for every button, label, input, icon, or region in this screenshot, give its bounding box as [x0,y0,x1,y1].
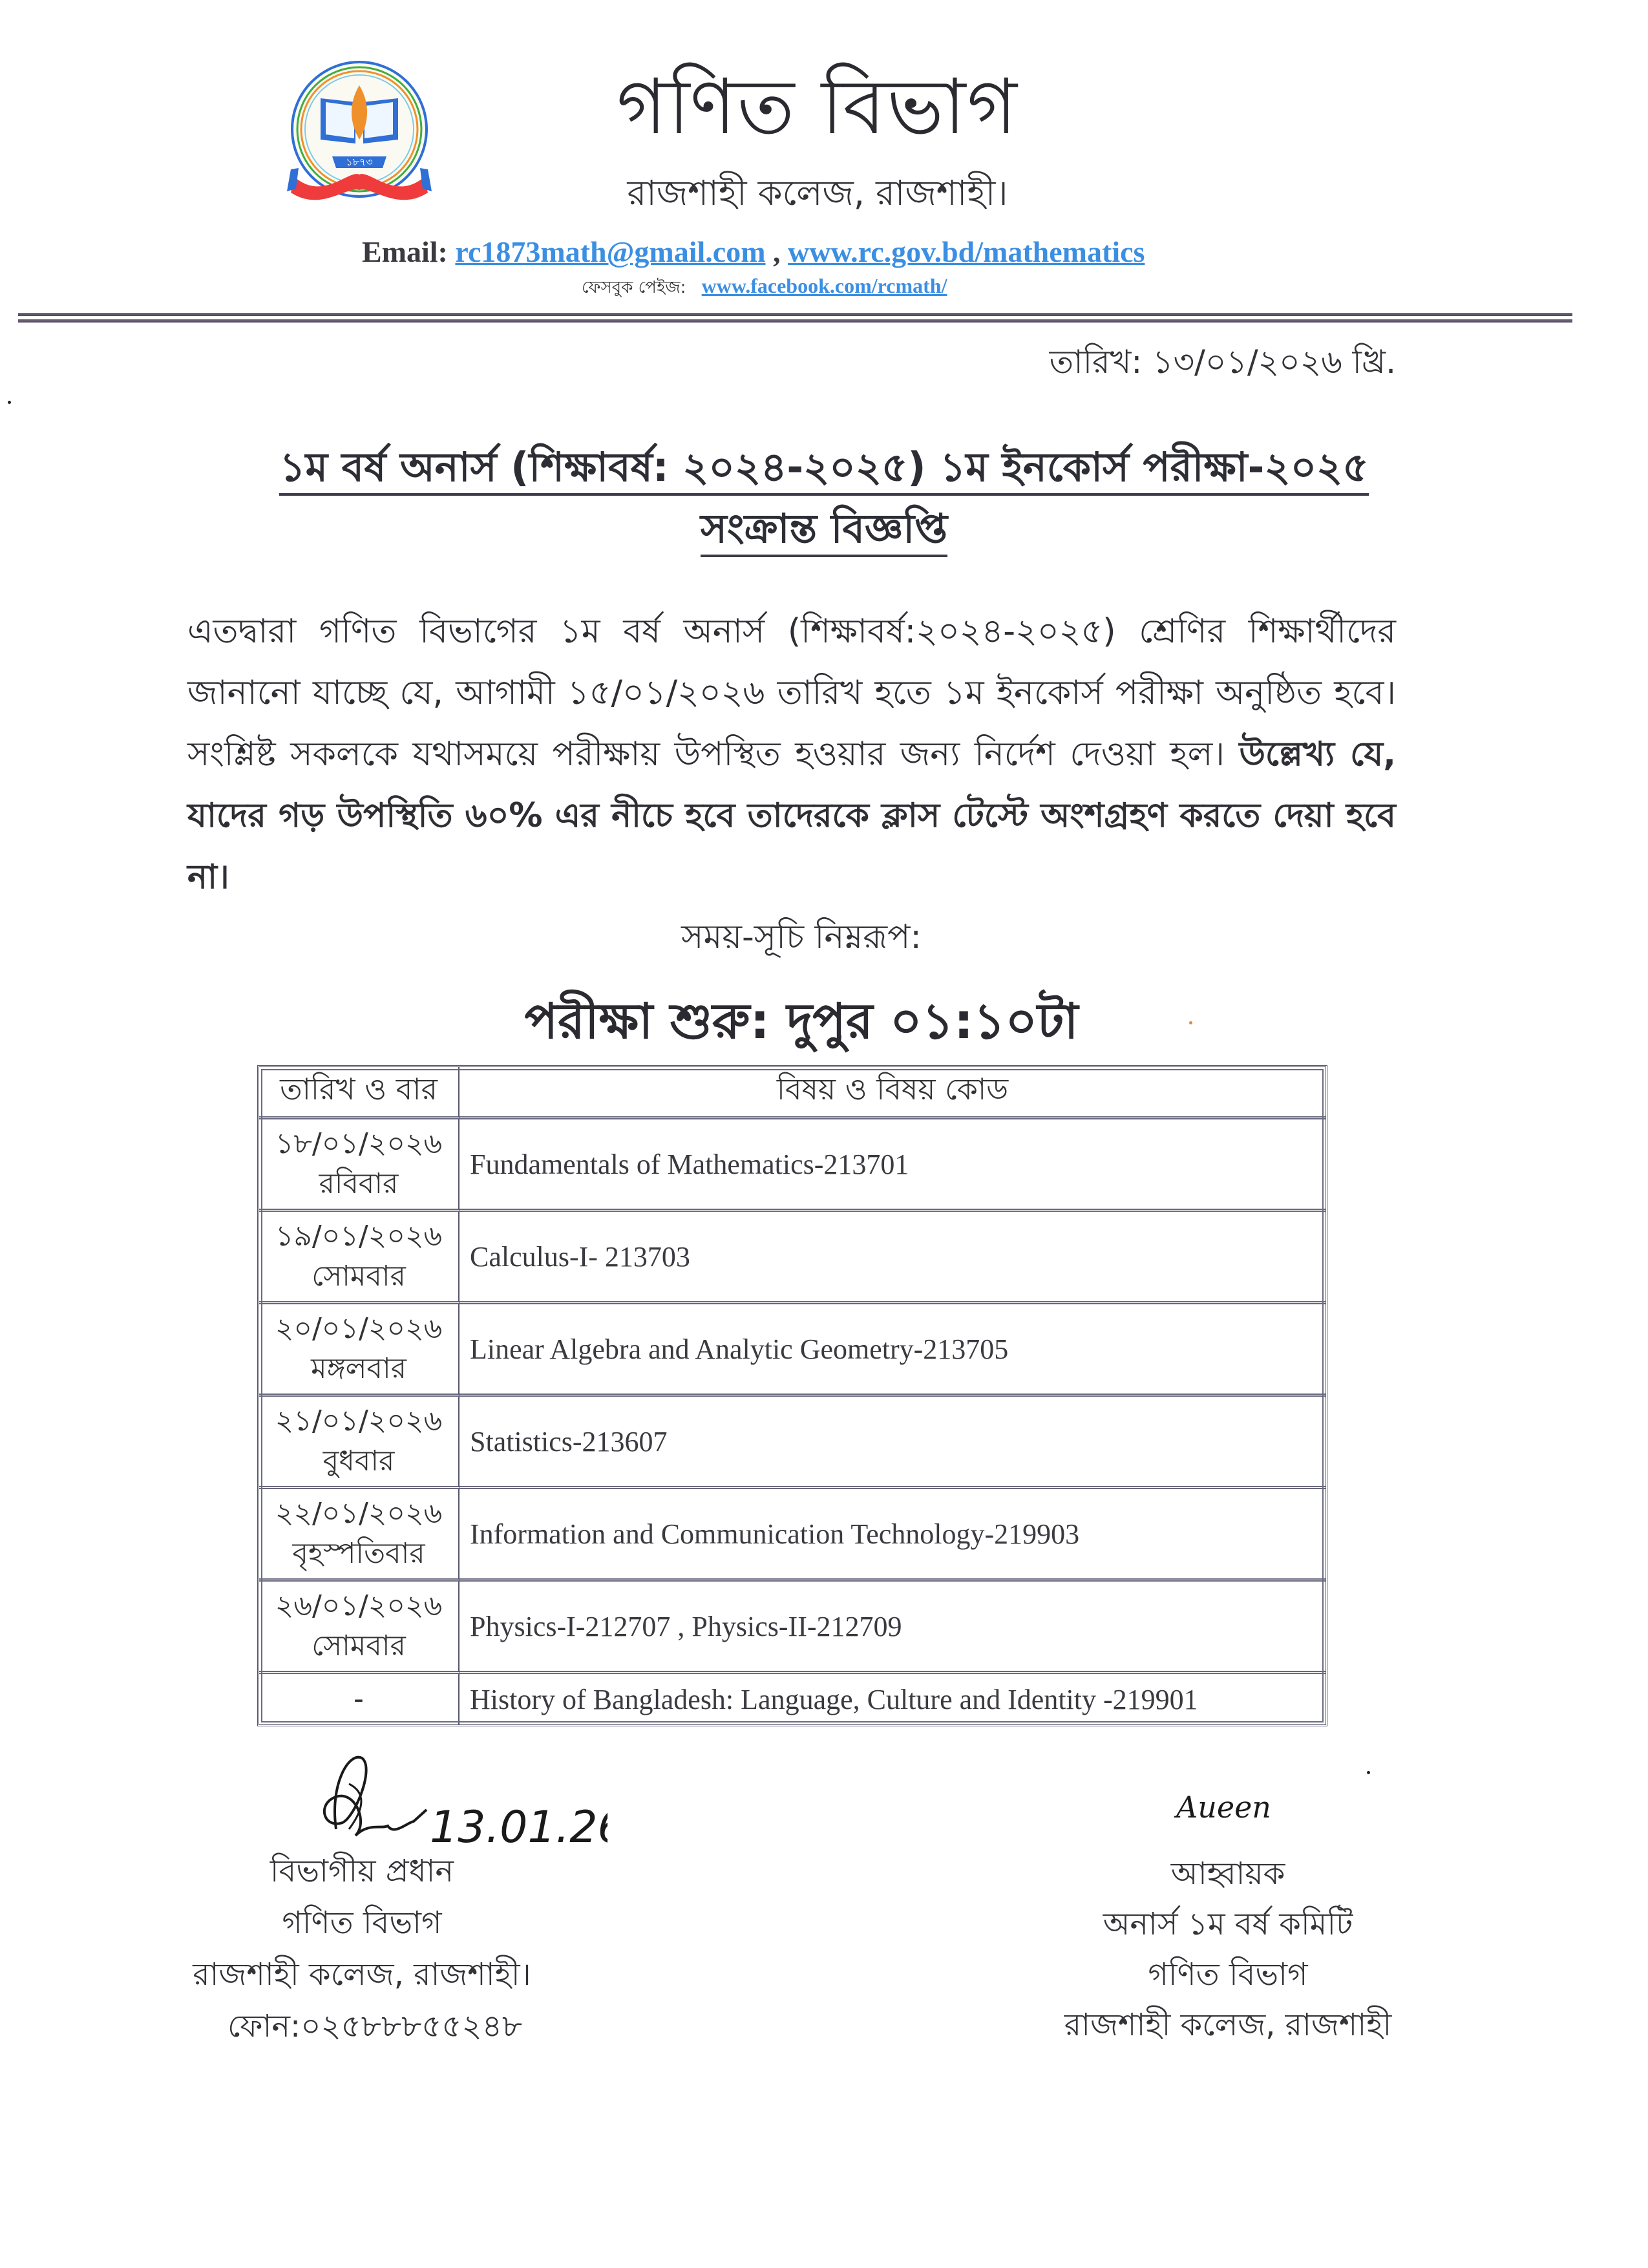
exam-day: সোমবার [312,1260,406,1293]
exam-date: ১৯/০১/২০২৬ [275,1220,443,1253]
head-college: রাজশাহী কলেজ, রাজশাহী। [193,1956,531,1993]
issue-date: তারিখ: ১৩/০১/২০২৬ খ্রি. [1049,343,1396,381]
date-day-cell [259,1212,460,1304]
date-day-cell [259,1304,460,1397]
exam-day: বৃহস্পতিবার [292,1537,425,1570]
table-row [259,1582,1326,1674]
svg-text:১৮৭৩: ১৮৭৩ [346,156,373,168]
signature-icon [310,1745,607,1855]
email-link[interactable]: rc1873math@gmail.com [455,235,766,268]
department-title: গণিত বিভাগ [617,62,1019,151]
convener-committee: অনার্স ১ম বর্ষ কমিটি [1103,1906,1353,1942]
head-title: বিভাগীয় প্রধান [269,1853,454,1889]
head-signature [310,1745,607,1855]
schedule-label: সময়-সূচি নিম্নরূপ: [681,918,922,957]
subject-cell: Physics-I-212707 , Physics-II-212709 [460,1582,1326,1674]
exam-start-time: পরীক্ষা শুরু: দুপুর ০১:১০টা [524,992,1079,1050]
head-signature-block [168,1845,556,2052]
facebook-label: ফেসবুক পেইজ: [582,278,686,297]
facebook-line [362,271,1538,302]
contact-line [362,233,1318,271]
contact-separator: , [773,235,781,268]
signature-icon [1170,1784,1273,1829]
exam-date: ২০/০১/২০২৬ [275,1312,443,1345]
date-day-cell [259,1674,460,1724]
table-row [259,1119,1326,1212]
table-row [259,1489,1326,1582]
subject-cell: Statistics-213607 [460,1397,1326,1489]
exam-day: রবিবার [319,1167,399,1200]
college-logo [284,59,434,209]
exam-day: সোমবার [312,1629,406,1662]
table-row [259,1304,1326,1397]
date-day-cell [259,1582,460,1674]
facebook-link[interactable]: www.facebook.com/rcmath/ [701,274,947,297]
convener-department: গণিত বিভাগ [1148,1956,1308,1993]
college-name: রাজশাহী কলেজ, রাজশাহী। [627,173,1008,213]
svg-text:Aueen: Aueen [1176,1790,1271,1825]
head-department: গণিত বিভাগ [282,1905,442,1941]
attendance-warning: উল্লেখ্য যে, যাদের গড় উপস্থিতি ৬০% এর নীচে হবে তাদেরকে ক্লাস টেস্টে অংশগ্রহণ করতে দেয়া হবে না। [187,735,1396,896]
date-day-cell [259,1119,460,1212]
exam-day: বুধবার [322,1445,395,1478]
website-link[interactable]: www.rc.gov.bd/mathematics [788,235,1145,268]
scan-speck [8,401,11,404]
notice-title-line-2: সংক্রান্ত বিজ্ঞপ্তি [701,505,947,557]
table-row [259,1212,1326,1304]
exam-date: ২১/০১/২০২৬ [275,1404,443,1437]
header-rule-bottom [18,319,1572,323]
exam-schedule-table [257,1065,1327,1726]
date-day-cell [259,1397,460,1489]
subject-cell: Information and Communication Technology-219903 [460,1489,1326,1582]
convener-signature [1170,1784,1273,1829]
table-header-row [259,1067,1326,1119]
column-header-date: তারিখ ও বার [259,1067,460,1119]
notice-body [187,601,1396,908]
exam-date: ২৬/০১/২০২৬ [275,1589,443,1622]
convener-title: আহ্বায়ক [1170,1856,1285,1892]
table-row [259,1674,1326,1724]
exam-date: ২২/০১/২০২৬ [275,1497,443,1530]
exam-date: - [354,1682,364,1715]
exam-date: ১৮/০১/২০২৬ [275,1127,443,1160]
head-phone: ফোন:০২৫৮৮৮৫৫২৪৮ [227,2008,523,2044]
notice-title-line-1: ১ম বর্ষ অনার্স (শিক্ষাবর্ষ: ২০২৪-২০২৫) ১ম ইনকোর্স পরীক্ষা-২০২৫ [279,443,1368,496]
table-row [259,1397,1326,1489]
scan-speck [1189,1021,1192,1024]
signature-date: 13.01.26 [430,1802,607,1853]
column-header-subject: বিষয় ও বিষয় কোড [460,1067,1326,1119]
notice-subtitle [194,501,1454,556]
college-crest-icon [284,59,434,209]
exam-day: মঙ্গলবার [311,1352,407,1385]
notice-title [194,440,1454,495]
date-day-cell [259,1489,460,1582]
subject-cell: Linear Algebra and Analytic Geometry-213705 [460,1304,1326,1397]
notice-body-text: এতদ্বারা গণিত বিভাগের ১ম বর্ষ অনার্স (শিক্ষাবর্ষ:২০২৪-২০২৫) শ্রেণির শিক্ষার্থীদের জানানো যাচ্ছে যে, আগামী ১৫/০১/২০২৬ তারিখ হতে ১ম ইনকোর্স পরীক্ষা অনুষ্ঠিত হবে। সংশ্লিষ্ট সকলকে যথাসময়ে পরীক্ষায় উপস্থিত হওয়ার জন্য নির্দেশ দেওয়া হল। [187,612,1396,774]
convener-signature-block [1015,1849,1441,2050]
scan-speck [1367,1771,1370,1774]
subject-cell: Calculus-I- 213703 [460,1212,1326,1304]
subject-cell: History of Bangladesh: Language, Culture and Identity -219901 [470,1683,1198,1715]
subject-cell: Fundamentals of Mathematics-213701 [460,1119,1326,1212]
header-rule-top [18,313,1572,316]
email-label: Email: [362,235,448,268]
convener-college: রাজশাহী কলেজ, রাজশাহী [1064,2007,1392,2043]
